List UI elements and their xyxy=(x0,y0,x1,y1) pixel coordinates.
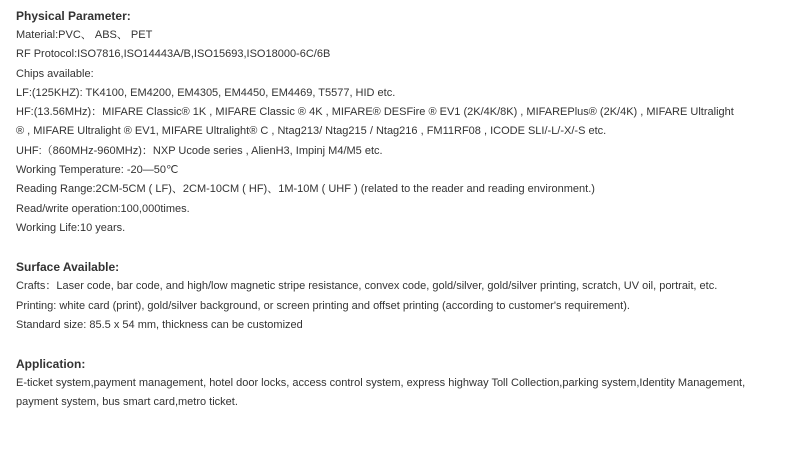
physical-parameter-section xyxy=(16,7,786,238)
application-heading: Application: xyxy=(16,357,86,372)
reading-range-line: Reading Range:2CM-5CM ( LF)、2CM-10CM ( HF)、1M-10M ( UHF ) (related to the reader and reading environment.) xyxy=(16,183,595,196)
crafts-line: Crafts：Laser code, bar code, and high/low magnetic stripe resistance, convex code, gold/silver, gold/silver printing, scratch, UV oil, portrait, etc. xyxy=(16,280,718,293)
working-life-line: Working Life:10 years. xyxy=(16,221,126,234)
application-section xyxy=(16,355,786,413)
working-temperature-line: Working Temperature: -20—50℃ xyxy=(16,164,179,177)
lf-chips-line: LF:(125KHZ): TK4100, EM4200, EM4305, EM4450, EM4469, T5577, HID etc. xyxy=(16,86,396,99)
section-spacer xyxy=(16,238,786,258)
hf-chips-line-continued: ® , MIFARE Ultralight ® EV1, MIFARE Ultralight® C , Ntag213/ Ntag215 / Ntag216 , FM11RF08 , ICODE SLI/-L/-X/-S etc. xyxy=(16,125,607,138)
physical-parameter-heading: Physical Parameter: xyxy=(16,9,131,23)
printing-line: Printing: white card (print), gold/silver background, or screen printing and offset printing (according to customer's requirement). xyxy=(16,299,630,312)
chips-available-line: Chips available: xyxy=(16,67,94,80)
hf-chips-line: HF:(13.56MHz)：MIFARE Classic® 1K , MIFARE Classic ® 4K , MIFARE® DESFire ® EV1 (2K/4K/8K) , MIFAREPlus® (2K/4K) , MIFARE Ultralight xyxy=(16,106,734,119)
uhf-chips-line: UHF:（860MHz-960MHz)：NXP Ucode series , AlienH3, Impinj M4/M5 etc. xyxy=(16,144,383,157)
material-line: Material:PVC、 ABS、 PET xyxy=(16,29,153,41)
section-spacer xyxy=(16,335,786,355)
read-write-operation-line: Read/write operation:100,000times. xyxy=(16,202,190,215)
standard-size-line: Standard size: 85.5 x 54 mm, thickness can be customized xyxy=(16,318,303,331)
application-line-continued: payment system, bus smart card,metro ticket. xyxy=(16,396,238,409)
application-line: E-ticket system,payment management, hotel door locks, access control system, express highway Toll Collection,parking system,Identity Management, xyxy=(16,377,746,390)
surface-available-section xyxy=(16,258,786,335)
surface-available-heading: Surface Available: xyxy=(16,260,120,275)
rf-protocol-line: RF Protocol:ISO7816,ISO14443A/B,ISO15693,ISO18000-6C/6B xyxy=(16,48,331,61)
product-spec-document xyxy=(16,7,786,413)
